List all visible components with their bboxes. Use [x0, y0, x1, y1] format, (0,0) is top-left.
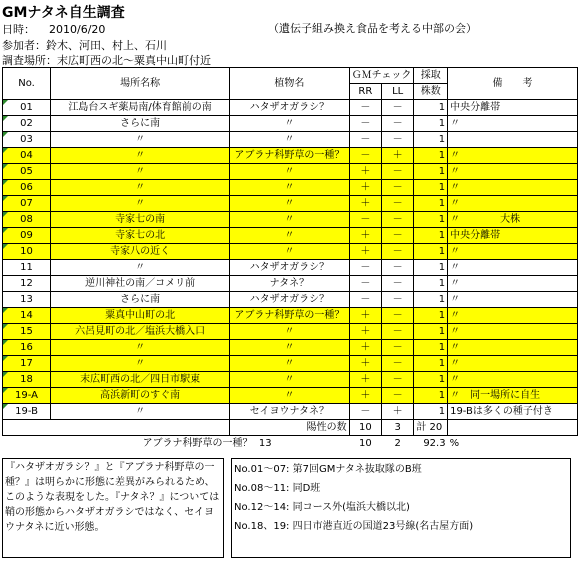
cell-ll: －	[382, 340, 414, 356]
cell-rr: ＋	[349, 164, 381, 180]
cell-no: 16	[3, 340, 51, 356]
cell-rr: －	[349, 148, 381, 164]
cell-no: 01	[3, 100, 51, 116]
header-rr: RR	[349, 84, 381, 100]
table-row	[3, 212, 578, 228]
cell-no: 15	[3, 324, 51, 340]
species-ll: 2	[394, 437, 401, 449]
cell-remarks: 中央分離帯	[448, 100, 578, 116]
note-right-line: No.01～07: 第7回GMナタネ抜取隊のB班	[234, 464, 422, 475]
cell-plant: 〃	[230, 164, 350, 180]
table-row	[3, 116, 578, 132]
cell-count: 1	[414, 324, 448, 340]
note-right-line: No.12～14: 同コース外(塩浜大橋以北)	[234, 502, 410, 513]
cell-remarks: 〃	[448, 180, 578, 196]
cell-location: 〃	[51, 404, 230, 420]
cell-rr: ＋	[349, 196, 381, 212]
cell-location: 〃	[51, 132, 230, 148]
cell-plant: ナタネ？	[230, 276, 350, 292]
cell-count: 1	[414, 100, 448, 116]
cell-ll: －	[382, 196, 414, 212]
cell-plant: 〃	[230, 228, 350, 244]
cell-plant: 〃	[230, 356, 350, 372]
cell-count: 1	[414, 340, 448, 356]
cell-rr: －	[349, 100, 381, 116]
cell-remarks	[448, 132, 578, 148]
cell-location: 〃	[51, 148, 230, 164]
table-row	[3, 132, 578, 148]
header-remarks: 備 考	[448, 68, 578, 100]
cell-no: 19-B	[3, 404, 51, 420]
cell-count: 1	[414, 196, 448, 212]
cell-remarks: 〃	[448, 308, 578, 324]
cell-no: 04	[3, 148, 51, 164]
cell-no: 11	[3, 260, 51, 276]
cell-ll: －	[382, 100, 414, 116]
cell-location: 寺家八の近く	[51, 244, 230, 260]
species-label: アブラナ科野草の一種？	[142, 437, 253, 449]
cell-rr: ＋	[349, 324, 381, 340]
cell-location: 寺家七の北	[51, 228, 230, 244]
cell-no: 18	[3, 372, 51, 388]
table-row	[3, 100, 578, 116]
date-row	[2, 21, 105, 37]
cell-plant: アブラナ科野草の一種？	[230, 148, 350, 164]
cell-location: 〃	[51, 260, 230, 276]
cell-ll: －	[382, 212, 414, 228]
cell-count: 1	[414, 148, 448, 164]
table-row	[3, 276, 578, 292]
cell-count: 1	[414, 164, 448, 180]
header-count-1: 採取	[414, 68, 448, 84]
cell-plant: 〃	[230, 388, 350, 404]
cell-location: 六呂見町の北／塩浜大橋入口	[51, 324, 230, 340]
cell-count: 1	[414, 228, 448, 244]
cell-rr: －	[349, 116, 381, 132]
cell-count: 1	[414, 260, 448, 276]
cell-location: 粟真中山町の北	[51, 308, 230, 324]
cell-ll: －	[382, 116, 414, 132]
cell-no: 09	[3, 228, 51, 244]
cell-remarks: 〃	[448, 292, 578, 308]
cell-location: 高浜新町のすぐ南	[51, 388, 230, 404]
cell-no: 05	[3, 164, 51, 180]
table-row	[3, 308, 578, 324]
cell-plant: 〃	[230, 372, 350, 388]
cell-ll: －	[382, 356, 414, 372]
cell-no: 10	[3, 244, 51, 260]
cell-plant: 〃	[230, 244, 350, 260]
cell-remarks: 〃	[448, 116, 578, 132]
species-summary	[51, 436, 350, 452]
table-row	[3, 164, 578, 180]
cell-plant: ハタザオガラシ？	[230, 292, 350, 308]
date-label: 日時：	[2, 23, 35, 36]
cell-no: 14	[3, 308, 51, 324]
cell-count: 1	[414, 404, 448, 420]
cell-no: 19-A	[3, 388, 51, 404]
cell-no: 06	[3, 180, 51, 196]
header-no: No.	[3, 68, 51, 100]
cell-remarks: 〃 同一場所に自生	[448, 388, 578, 404]
survey-table	[2, 67, 578, 451]
cell-location: さらに南	[51, 292, 230, 308]
cell-location: 〃	[51, 180, 230, 196]
cell-count: 1	[414, 180, 448, 196]
cell-rr: －	[349, 260, 381, 276]
table-row	[3, 260, 578, 276]
positive-label: 陽性の数	[230, 420, 350, 436]
cell-rr: ＋	[349, 244, 381, 260]
cell-remarks: 19-Bは多くの種子付き	[448, 404, 578, 420]
header-plant: 植物名	[230, 68, 350, 100]
cell-ll: －	[382, 132, 414, 148]
cell-no: 03	[3, 132, 51, 148]
cell-ll: －	[382, 260, 414, 276]
positive-ll: 3	[382, 420, 414, 436]
cell-remarks: 〃	[448, 244, 578, 260]
cell-plant: 〃	[230, 116, 350, 132]
cell-count: 1	[414, 292, 448, 308]
cell-plant: 〃	[230, 180, 350, 196]
table-row	[3, 404, 578, 420]
cell-rr: ＋	[349, 228, 381, 244]
table-row	[3, 292, 578, 308]
table-row	[3, 148, 578, 164]
cell-location: 江島台スギ薬局南/体育館前の南	[51, 100, 230, 116]
header-location: 場所名称	[51, 68, 230, 100]
cell-ll: －	[382, 308, 414, 324]
note-right-line: No.08～11: 同D班	[234, 483, 321, 494]
cell-ll: －	[382, 164, 414, 180]
cell-remarks: 〃	[448, 356, 578, 372]
cell-plant: 〃	[230, 212, 350, 228]
cell-remarks: 〃 大株	[448, 212, 578, 228]
cell-ll: －	[382, 372, 414, 388]
cell-ll: －	[382, 244, 414, 260]
cell-ll: ＋	[382, 148, 414, 164]
species-rr: 10	[358, 437, 372, 449]
header-gm-check: ＧＭチェック	[349, 68, 414, 84]
cell-plant: 〃	[230, 340, 350, 356]
cell-plant: アブラナ科野草の一種？	[230, 308, 350, 324]
date-value: 2010/6/20	[49, 23, 106, 36]
table-row	[3, 244, 578, 260]
cell-remarks: 中央分離帯	[448, 228, 578, 244]
cell-rr: －	[349, 292, 381, 308]
table-row	[3, 388, 578, 404]
cell-count: 1	[414, 212, 448, 228]
note-right-line: No.18、19: 四日市港直近の国道23号線(名古屋方面)	[234, 521, 474, 532]
cell-location: 逆川神社の南／コメリ前	[51, 276, 230, 292]
cell-rr: ＋	[349, 340, 381, 356]
table-row	[3, 324, 578, 340]
table-row	[3, 372, 578, 388]
cell-no: 17	[3, 356, 51, 372]
cell-location: 寺家七の南	[51, 212, 230, 228]
cell-remarks: 〃	[448, 148, 578, 164]
cell-remarks: 〃	[448, 164, 578, 180]
organizer: （遺伝子組み換え食品を考える中部の会）	[268, 22, 477, 35]
cell-plant: 〃	[230, 132, 350, 148]
cell-remarks: 〃	[448, 196, 578, 212]
cell-count: 1	[414, 244, 448, 260]
cell-location: 〃	[51, 340, 230, 356]
page-title: GMナタネ自生調査	[2, 5, 125, 21]
table-row	[3, 196, 578, 212]
cell-rr: ＋	[349, 308, 381, 324]
cell-remarks: 〃	[448, 260, 578, 276]
cell-rr: －	[349, 276, 381, 292]
cell-count: 1	[414, 276, 448, 292]
cell-location: 〃	[51, 164, 230, 180]
cell-ll: ＋	[382, 404, 414, 420]
cell-ll: －	[382, 388, 414, 404]
cell-location: 〃	[51, 196, 230, 212]
cell-plant: ハタザオガラシ？	[230, 260, 350, 276]
cell-plant: 〃	[230, 196, 350, 212]
cell-rr: ＋	[349, 356, 381, 372]
table-row	[3, 228, 578, 244]
cell-plant: ハタザオガラシ？	[230, 100, 350, 116]
cell-location: 末広町西の北／四日市駅東	[51, 372, 230, 388]
cell-count: 1	[414, 308, 448, 324]
table-row	[3, 340, 578, 356]
cell-ll: －	[382, 276, 414, 292]
members: 参加者：鈴木、河田、村上、石川	[2, 39, 167, 52]
cell-rr: ＋	[349, 180, 381, 196]
cell-no: 07	[3, 196, 51, 212]
cell-count: 1	[414, 388, 448, 404]
cell-count: 1	[414, 356, 448, 372]
cell-no: 13	[3, 292, 51, 308]
header-ll: LL	[382, 84, 414, 100]
total-count: 計 20	[414, 420, 448, 436]
cell-ll: －	[382, 180, 414, 196]
cell-plant: セイヨウナタネ？	[230, 404, 350, 420]
cell-no: 12	[3, 276, 51, 292]
header-count-2: 株数	[414, 84, 448, 100]
table-row	[3, 356, 578, 372]
cell-remarks: 〃	[448, 324, 578, 340]
cell-ll: －	[382, 324, 414, 340]
table-row	[3, 180, 578, 196]
cell-rr: －	[349, 132, 381, 148]
cell-location: 〃	[51, 356, 230, 372]
cell-remarks: 〃	[448, 372, 578, 388]
positive-rr: 10	[349, 420, 381, 436]
cell-count: 1	[414, 132, 448, 148]
cell-rr: ＋	[349, 372, 381, 388]
cell-ll: －	[382, 228, 414, 244]
cell-rr: －	[349, 212, 381, 228]
species-pct: 92.3	[423, 437, 446, 449]
species-count: 13	[258, 437, 272, 449]
cell-ll: －	[382, 292, 414, 308]
cell-remarks: 〃	[448, 276, 578, 292]
survey-place: 調査場所：末広町西の北～粟真中山町付近	[2, 54, 211, 67]
cell-count: 1	[414, 372, 448, 388]
cell-rr: －	[349, 404, 381, 420]
note-left: 『ハタザオガラシ？』と『アブラナ科野草の一種？』は明らかに形態に差異がみられるため、このような表現をした。『ナタネ？』については鞘の形態からハタザオガラシではなく、セイヨウナタネに近い形態。	[2, 458, 224, 558]
cell-location: さらに南	[51, 116, 230, 132]
cell-plant: 〃	[230, 324, 350, 340]
pct-unit: %	[449, 437, 460, 449]
cell-no: 02	[3, 116, 51, 132]
cell-count: 1	[414, 116, 448, 132]
cell-rr: ＋	[349, 388, 381, 404]
note-right	[231, 458, 571, 558]
cell-no: 08	[3, 212, 51, 228]
cell-remarks: 〃	[448, 340, 578, 356]
